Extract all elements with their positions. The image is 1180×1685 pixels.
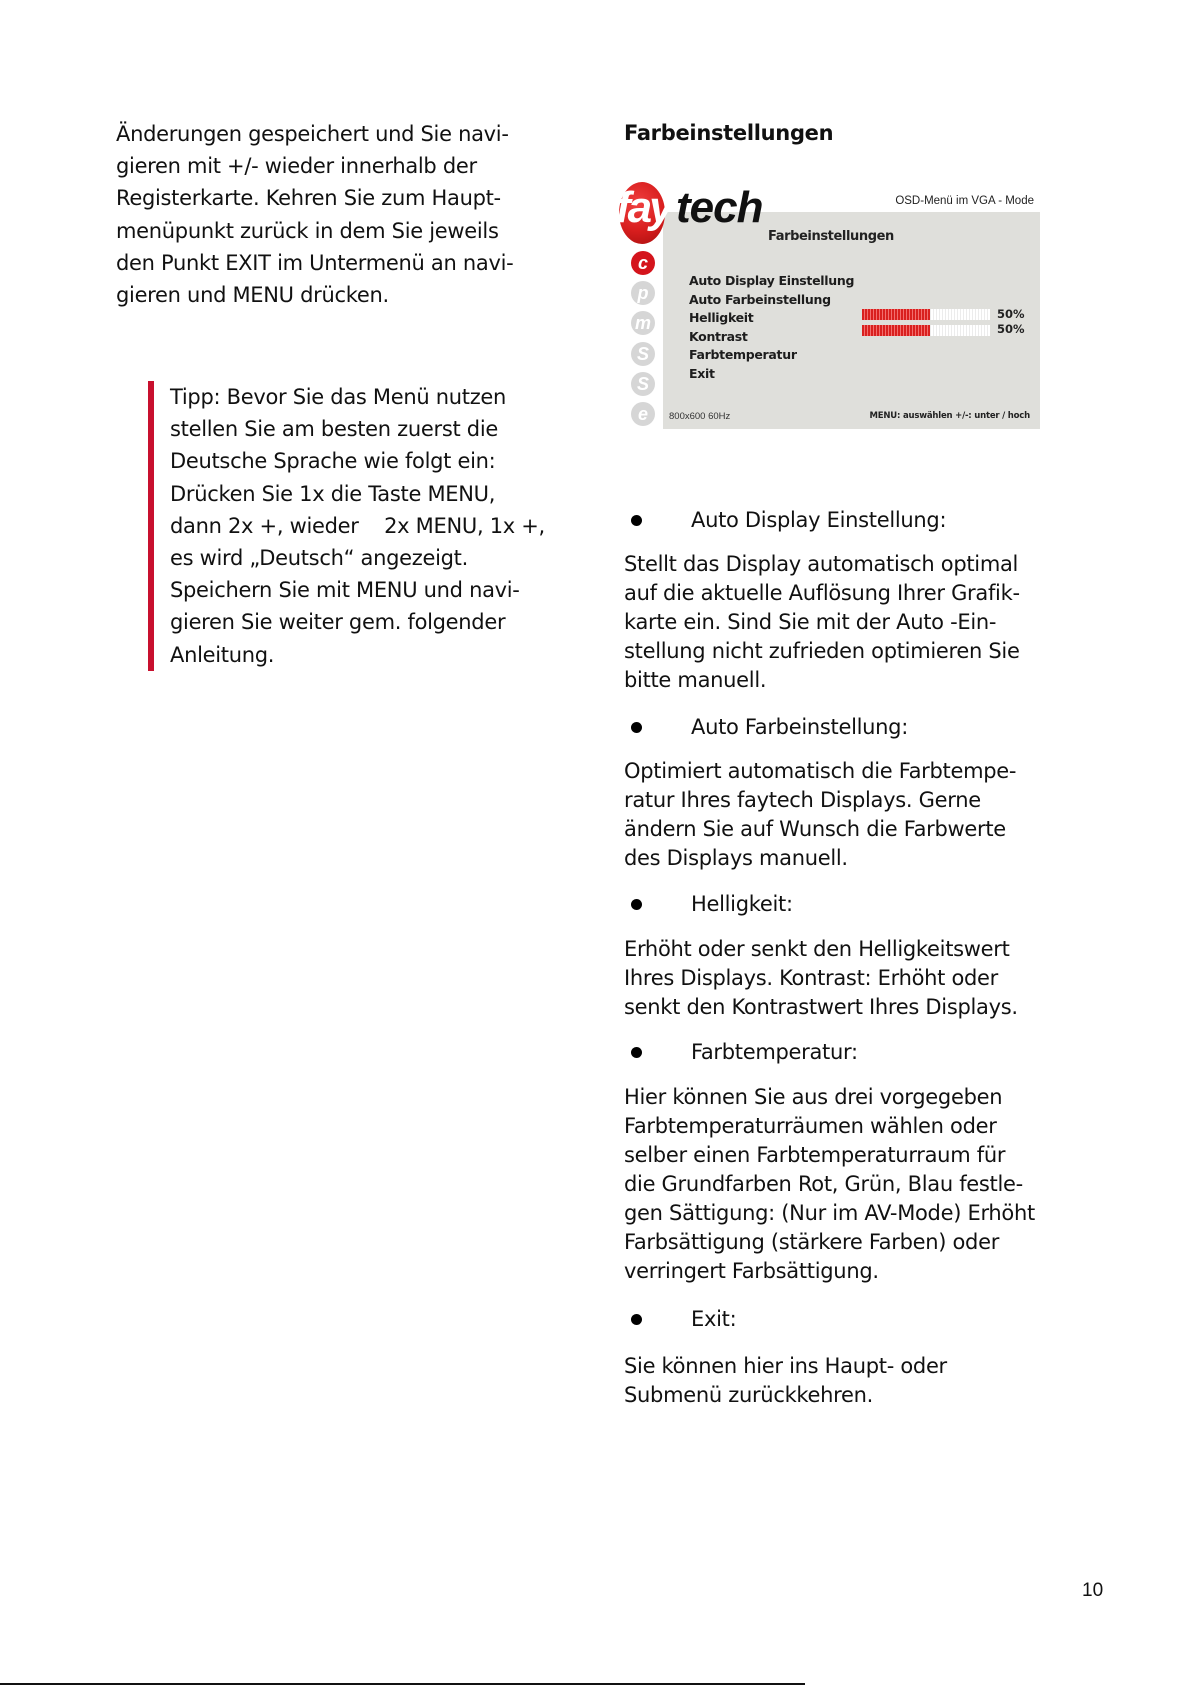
bullet-dot-icon — [631, 899, 642, 910]
auto-color-description — [624, 757, 1074, 873]
osd-panel — [663, 212, 1040, 429]
tip-line: Anleitung. — [170, 642, 275, 667]
bullet-dot-icon — [631, 722, 642, 733]
slider-fill — [862, 309, 930, 320]
text-line: menüpunkt zurück in dem Sie jeweils — [116, 218, 499, 243]
tip-line: Drücken Sie 1x die Taste MENU, — [170, 481, 496, 506]
brightness-value: 50% — [997, 307, 1025, 321]
text-line: gen Sättigung: (Nur im AV-Mode) Erhöht — [624, 1201, 1035, 1225]
contrast-slider — [862, 325, 990, 336]
page-number: 10 — [1082, 1580, 1104, 1601]
osd-mode-label: OSD-Menü im VGA - Mode — [895, 195, 1034, 207]
osd-menu-item: Auto Display Einstellung — [689, 273, 855, 288]
exit-tab-icon: e — [631, 402, 655, 426]
text-line: Sie können hier ins Haupt- oder — [624, 1354, 947, 1378]
picture-tab-icon: p — [631, 281, 655, 305]
bullet-dot-icon — [631, 515, 642, 526]
text-line: die Grundfarben Rot, Grün, Blau festle- — [624, 1172, 1023, 1196]
text-line: Stellt das Display automatisch optimal — [624, 552, 1019, 576]
text-line: den Punkt EXIT im Untermenü an navi- — [116, 250, 514, 275]
bullet-label: Helligkeit: — [691, 892, 793, 916]
osd-menu-item: Auto Farbeinstellung — [689, 291, 831, 307]
exit-description — [624, 1352, 1074, 1410]
text-line: Optimiert automatisch die Farbtempe- — [624, 759, 1017, 783]
osd-title: Farbeinstellungen — [768, 229, 894, 244]
bullet-label: Auto Farbeinstellung: — [691, 715, 908, 739]
osd-resolution: 800x600 60Hz — [669, 411, 731, 422]
text-line: gieren mit +/- wieder innerhalb der — [116, 154, 477, 179]
text-line: ändern Sie auf Wunsch die Farbwerte — [624, 817, 1006, 841]
osd-menu-item: Exit — [689, 365, 715, 381]
text-line: auf die aktuelle Auflösung Ihrer Grafik- — [624, 581, 1020, 605]
osd-menu-list — [689, 272, 854, 383]
tip-line: Speichern Sie mit MENU und navi- — [170, 578, 520, 603]
setup-tab-icon: S — [631, 342, 655, 366]
bullet-dot-icon — [631, 1047, 642, 1058]
text-line: Farbsättigung (stärkere Farben) oder — [624, 1230, 1000, 1254]
tip-line: Tipp: Bevor Sie das Menü nutzen — [170, 385, 507, 409]
text-line: Änderungen gespeichert und Sie navi- — [116, 122, 509, 146]
text-line: senkt den Kontrastwert Ihres Displays. — [624, 995, 1018, 1019]
osd-menu-screenshot — [616, 175, 1040, 433]
tip-line: es wird „Deutsch“ angezeigt. — [170, 546, 468, 571]
tip-line: dann 2x +, wieder 2x MENU, 1x +, — [170, 513, 545, 538]
brightness-slider — [862, 309, 990, 320]
osd-help-text: MENU: auswählen +/-: unter / hoch — [869, 411, 1030, 421]
text-line: ratur Ihres faytech Displays. Gerne — [624, 788, 981, 812]
text-line: gieren und MENU drücken. — [116, 283, 389, 308]
text-line: verringert Farbsättigung. — [624, 1259, 879, 1283]
tip-line: Deutsche Sprache wie folgt ein: — [170, 449, 496, 474]
menu-tab-icon: m — [631, 311, 655, 335]
text-line: Submenü zurückkehren. — [624, 1383, 874, 1407]
text-line: Farbtemperaturräumen wählen oder — [624, 1114, 997, 1138]
bullet-dot-icon — [631, 1314, 642, 1325]
osd-menu-item: Helligkeit — [689, 310, 754, 325]
bullet-label: Auto Display Einstellung: — [691, 508, 947, 532]
text-line: Ihres Displays. Kontrast: Erhöht oder — [624, 966, 998, 990]
section-heading: Farbeinstellungen — [624, 121, 834, 145]
bullet-label: Farbtemperatur: — [691, 1040, 858, 1064]
auto-display-description — [624, 550, 1074, 695]
text-line: bitte manuell. — [624, 668, 767, 692]
tip-line: stellen Sie am besten zuerst die — [170, 417, 498, 442]
text-line: Registerkarte. Kehren Sie zum Haupt- — [116, 186, 501, 211]
contrast-value: 50% — [997, 322, 1025, 336]
osd-menu-item: Farbtemperatur — [689, 347, 797, 362]
text-line: karte ein. Sind Sie mit der Auto -Ein- — [624, 610, 997, 634]
faytech-logo-fay: fay — [616, 183, 671, 232]
bullet-label: Exit: — [691, 1307, 737, 1331]
color-tab-icon: c — [631, 251, 655, 275]
faytech-logo-tech: tech — [676, 183, 763, 232]
brightness-description — [624, 935, 1074, 1022]
tip-line: gieren Sie weiter gem. folgender — [170, 610, 506, 635]
text-line: selber einen Farbtemperaturraum für — [624, 1143, 1006, 1167]
text-line: Erhöht oder senkt den Helligkeitswert — [624, 937, 1010, 961]
system-tab-icon: S — [631, 372, 655, 396]
color-temperature-description — [624, 1083, 1074, 1286]
text-line: des Displays manuell. — [624, 846, 848, 870]
tip-callout — [148, 381, 568, 671]
text-line: Hier können Sie aus drei vorgegeben — [624, 1085, 1003, 1109]
text-line: stellung nicht zufrieden optimieren Sie — [624, 639, 1020, 663]
intro-paragraph — [116, 118, 556, 311]
osd-menu-item: Kontrast — [689, 328, 748, 344]
slider-fill — [862, 325, 930, 336]
